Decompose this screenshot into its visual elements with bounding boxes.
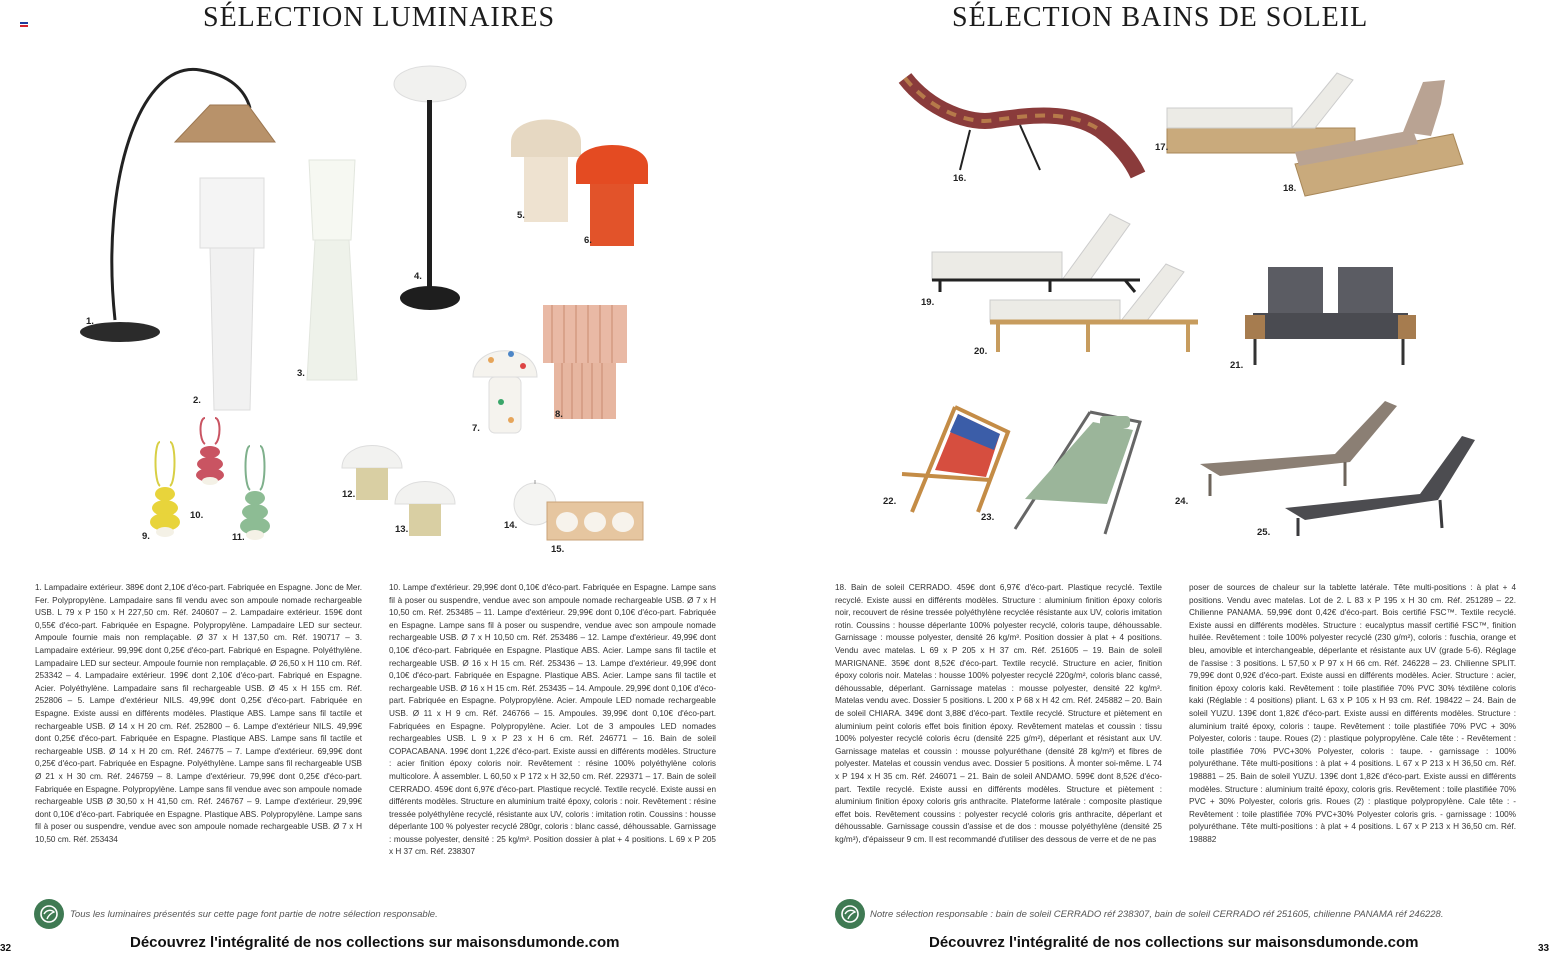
item-label-21: 21. [1230,360,1244,371]
globe-leaf-icon [835,899,865,929]
product-image-23 [995,404,1145,544]
product-image-4 [390,64,470,314]
product-image-18 [1293,74,1468,199]
product-image-8 [540,303,630,423]
item-label-24: 24. [1175,496,1189,507]
eco-note: Tous les luminaires présentés sur cette page font partie de notre sélection responsable. [70,909,438,920]
footer-website-link[interactable]: Découvrez l'intégralité de nos collections sur maisonsdumonde.com [130,934,620,951]
product-image-2 [198,178,268,413]
description-column-2: 10. Lampe d'extérieur. 29,99€ dont 0,10€ d'éco-part. Fabriquée en Espagne. Lampe sans fil à poser ou suspendre, vendue avec son ampoule nomade rechargeable USB. Ø 7 x H 10,50 cm. Réf. 253485 – 11. Lampe d'extérieur. 29,99€ dont 0,10€ d'éco-part. Fabriquée en Espagne. Lampe sans fil à poser ou suspendre, vendue avec son ampoule nomade rechargeable USB. Ø 7 x H 10,50 cm. Réf. 253486 – 12. Lampe d'extérieur. 49,99€ dont 0,10€ d'éco-part. Fabriquée en Espagne. Plastique ABS. Acier. Lampe sans fil tactile et rechargeable USB. Ø 16 x H 15 cm. Réf. 253436 – 13. Lampe d'extérieur. 49,99€ dont 0,10€ d'éco-part. Fabriquée en Espagne. Plastique ABS. Acier. Lampe sans fil tactile et rechargeable USB. Ø 16 x H 15 cm. Réf. 253435 – 14. Ampoule. 29,99€ dont 0,10€ d'éco-part. Fabriquée en Espagne. Polypropylène. Acier. Ampoule LED nomade rechargeable USB. Ø 11 x H 9 cm. Réf. 246766 – 15. Ampoules. 39,99€ dont 0,10€ d'éco-part. Fabriquées en Espagne. Polypropylène. Acier. Lot de 3 ampoules LED nomades rechargeables USB. L 9 x P 23 x H 6 cm. Réf. 246771 – 16. Bain de soleil COPACABANA. 199€ dont 1,22€ d'éco-part. Existe aussi en différents modèles. Structure : acier finition époxy coloris noir. Revêtement : résine 100% polyéthylène coloris multicolore. À assembler. L 60,50 x P 172 x H 32,50 cm. Réf. 229371 – 17. Bain de soleil CERRADO. 459€ dont 6,97€ d'éco-part. Plastique recyclé. Textile recyclé. Existe aussi en différents modèles. Structure en aluminium traité époxy, coloris : noir. Revêtement : résine tressée polyéthylène recyclé, résistante aux UV, coloris : imitation rotin. Coussins : housse déperlante 100 % polyester recyclé 280gr, coloris : blanc cassé, déhoussable. Garnissage : mousse polyester, densité : 25 kg/m³. Position dossier à plat + 4 positions. L 69 x P 205 x H 37 cm. Réf. 238307 [389,583,716,857]
product-image-7 [471,342,541,437]
product-image-10 [193,418,228,484]
product-image-21 [1243,265,1418,370]
item-label-25: 25. [1257,527,1271,538]
item-label-11: 11. [232,532,245,543]
item-label-10: 10. [190,510,204,521]
page-number: 33 [1538,943,1550,954]
product-image-6 [574,138,654,250]
item-label-5: 5. [517,210,525,221]
page-title-bains-de-soleil: SÉLECTION BAINS DE SOLEIL [952,2,1369,33]
page-title-luminaires: SÉLECTION LUMINAIRES [203,2,556,33]
product-image-15 [545,500,645,542]
item-label-14: 14. [504,520,518,531]
item-label-19: 19. [921,297,935,308]
footer-website-link[interactable]: Découvrez l'intégralité de nos collections sur maisonsdumonde.com [929,934,1419,951]
item-label-8: 8. [555,409,563,420]
description-column-3: 18. Bain de soleil CERRADO. 459€ dont 6,97€ d'éco-part. Plastique recyclé. Textile recyclé. Existe aussi en différents modèles. Structure : aluminium finition époxy coloris noir, recouvert de résine tressée polyéthylène recyclée résistante aux UV, coloris imitation rotin. Coussins : housse déperlante 100% polyester recyclé, coloris taupe, déhoussable. Garnissage : mousse polyester, densité 26 kg/m³. Position dossier à plat + 4 positions. Vendu avec matelas. L 69 x P 205 x H 37 cm. Réf. 251605 – 19. Bain de soleil MARIGNANE. 359€ dont 8,52€ d'éco-part. Textile recyclé. Structure en acier, finition époxy coloris noir. Matelas : housse 100% polyester recyclé 220g/m², coloris blanc cassé, déhoussable, déperlant. Garnissage matelas : mousse polyester, densité 22 kg/m³. Matelas vendu avec. Dossier 5 positions. L 200 x P 68 x H 42 cm. Réf. 245882 – 20. Bain de soleil CHIARA. 349€ dont 3,88€ d'éco-part. Textile recyclé. Structure et piètement en aluminium peint coloris effet bois finition époxy. Revêtement matelas et coussin : tissu 100% polyester recyclé coloris écru (densité 225 g/m²), déperlant et résistant aux UV. Garnissage matelas et coussin : mousse polyuréthane (densité 28 kg/m³) et fibres de polyester. Matelas et coussin vendus avec. Dossier 5 positions. À monter soi-même. L 74 x P 194 x H 35 cm. Réf. 246071 – 21. Bain de soleil ANDAMO. 599€ dont 8,52€ d'éco-part. Textile recyclé. Existe aussi en différents modèles. Structure et piètement : aluminium finition époxy coloris gris anthracite. Plateforme latérale : composite plastique effet bois. Revêtement coussins : polyester recyclé coloris gris anthracite, déperlant et déhoussable. Garnissage coussin d'assise et de dos : mousse polyéthylène (densité 25 kg/m³), d'épaisseur 9 cm. Il est recommandé d'utiliser des dessous de verre et de ne pas [835,583,1162,844]
item-label-9: 9. [142,531,150,542]
item-label-17: 17. [1155,142,1169,153]
item-label-15: 15. [551,544,565,555]
eco-note: Notre sélection responsable : bain de soleil CERRADO réf 238307, bain de soleil CERRADO réf 251605, chilienne PANAMA réf 246228. [870,909,1444,920]
item-label-7: 7. [472,423,480,434]
product-image-16 [900,70,1145,180]
product-image-3 [305,160,360,382]
item-label-4: 4. [414,271,422,282]
france-flag-icon [20,22,28,27]
description-column-4: poser de sources de chaleur sur la tablette latérale. Tête multi-positions : à plat + 4 positions. Vendu avec matelas. Lot de 2. L 83 x P 195 x H 30 cm. Réf. 251289 – 22. Chilienne PANAMA. 59,99€ dont 0,42€ d'éco-part. Bois certifié FSC™. Textile recyclé. Existe aussi en différents modèles. Structure : eucalyptus massif certifié FSC™, finition huilée. Revêtement : toile 100% polyester recyclé (230 g/m²), coloris : fuschia, orange et bleu, amovible et interchangeable, déperlante et résistante aux UV (grade 5-6). Réglage de l'assise : 3 positions. L 57,50 x P 97 x H 66 cm. Réf. 246228 – 23. Chilienne SPLIT. 79,99€ dont 0,92€ d'éco-part. Existe aussi en différents modèles. Acier. Structure : acier, finition époxy coloris kaki. Revêtement : toile plastifiée 70% PVC 30% téxtilène coloris kaki (Réglable : 4 positions) pliant. L 63 x P 105 x H 93 cm. Réf. 198422 – 24. Bain de soleil YUZU. 139€ dont 1,82€ d'éco-part. Existe aussi en différents modèles. Structure : aluminium traité époxy, coloris : taupe. Revêtement : toile plastifiée 70% PVC + 30% Polyester, coloris : taupe. Roues (2) : plastique polypropylène. Cale tête : - Revêtement : toile plastifiée 70% PVC+30% Polyester, coloris : taupe. - garnissage : 100% polyuréthane. Tête multi-positions : à plat + 4 positions. L 67 x P 213 x H 36,50 cm. Réf. 198881 – 25. Bain de soleil YUZU. 139€ dont 1,82€ d'éco-part. Existe aussi en différents modèles. Structure : aluminium traité époxy, coloris gris. Revêtement : toile plastifiée 70% PVC + 30% Polyester, coloris gris. Roues (2) : plastique polypropylène. Cale tête : - Revêtement : toile plastifiée 70% PVC+30% Polyester coloris gris. - garnissage : 100% polyuréthane. Tête multi-positions : à plat + 4 positions. L 67 x P 213 x H 36,50 cm. Réf. 198882 [1189,583,1516,844]
item-label-12: 12. [342,489,356,500]
item-label-6: 6. [584,235,592,246]
item-label-2: 2. [193,395,201,406]
globe-leaf-icon [34,899,64,929]
item-label-22: 22. [883,496,897,507]
page-right [775,0,1550,954]
item-label-16: 16. [953,173,967,184]
product-image-20 [988,262,1203,357]
page-number: 32 [0,943,12,954]
item-label-3: 3. [297,368,305,379]
item-label-18: 18. [1283,183,1297,194]
item-label-20: 20. [974,346,988,357]
description-column-1: 1. Lampadaire extérieur. 389€ dont 2,10€ d'éco-part. Fabriquée en Espagne. Jonc de Mer. Fer. Polypropylène. Lampadaire sans fil vendu avec son ampoule nomade rechargeable USB. L 79 x P 150 x H 227,50 cm. Réf. 240607 – 2. Lampadaire extérieur. 159€ dont 0,55€ d'éco-part. Fabriquée en Espagne. Polypropylène. Lampadaire LED sur secteur. Ampoule fournie mais non remplaçable. Ø 37 x H 137,50 cm. Réf. 190717 – 3. Lampadaire extérieur. 99,99€ dont 0,25€ d'éco-part. Fabriqué en Espagne. Polyéthylène. Lampadaire LED sur secteur. Ampoule fournie non remplaçable. Ø 26,50 x H 110 cm. Réf. 253342 – 4. Lampadaire extérieur. 199€ dont 2,10€ d'éco-part. Fabriqué en Espagne. Acier. Polyéthylène. Lampadaire sans fil rechargeable USB. Ø 45 x H 155 cm. Réf. 252806 – 5. Lampe d'extérieur NILS. 49,99€ dont 0,25€ d'éco-part. Fabriquée en Espagne. Existe aussi en différents modèles. Plastique ABS. Lampe sans fil tactile et rechargeable USB. Ø 14 x H 20 cm. Réf. 252800 – 6. Lampe d'extérieur NILS. 49,99€ dont 0,25€ d'éco-part. Fabriquée en Espagne. Plastique ABS. Lampe sans fil tactile et rechargeable USB. Ø 14 x H 20 cm. Réf. 246775 – 7. Lampe d'extérieur. 69,99€ dont 0,25€ d'éco-part. Fabriquée en Espagne. Polyéthylène. Lampe sans fil rechargeable USB Ø 21 x H 30 cm. Réf. 246759 – 8. Lampe d'extérieur. 79,99€ dont 0,25€ d'éco-part. Fabriquée en Espagne. Polypropylène. Lampe sans fil vendue avec son ampoule nomade rechargeable USB Ø 30,50 x H 41,50 cm. Réf. 246767 – 9. Lampe d'extérieur. 29,99€ dont 0,10€ d'éco-part. Fabriquée en Espagne. Plastique ABS. Polypropylène. Lampe sans fil à poser ou suspendre, vendue avec son ampoule nomade rechargeable USB. Ø 7 x H 10,50 cm. Réf. 253434 [35,583,363,844]
product-image-25 [1280,428,1480,540]
item-label-13: 13. [395,524,409,535]
product-image-11 [238,446,273,541]
item-label-1: 1. [86,316,94,327]
product-image-9 [148,442,183,538]
item-label-23: 23. [981,512,995,523]
